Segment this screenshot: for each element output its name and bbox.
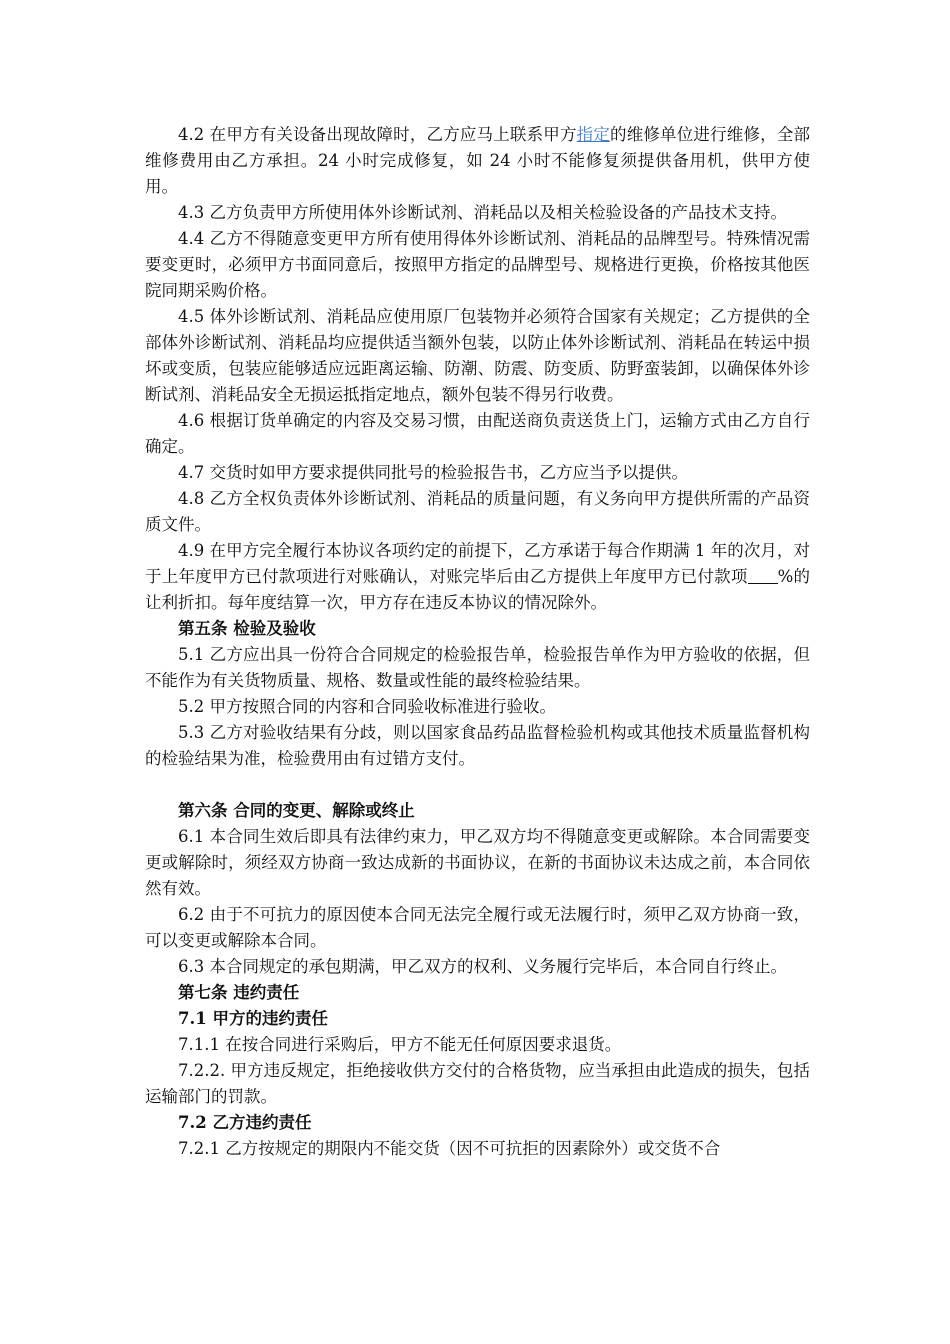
designated-link[interactable]: 指定 bbox=[576, 125, 611, 144]
section-spacer bbox=[145, 772, 810, 798]
clause-5-1: 5.1 乙方应出具一份符合合同规定的检验报告单，检验报告单作为甲方验收的依据，但不能作为有关货物质量、规格、数量或性能的最终检验结果。 bbox=[145, 645, 810, 690]
clause-4-9-text-b: %的让利折扣。每年度结算一次，甲方存在违反本协议的情况除外。 bbox=[145, 567, 810, 612]
clause-7-2-1: 7.2.1 乙方按规定的期限内不能交货（因不可抗拒的因素除外）或交货不合 bbox=[178, 1139, 721, 1158]
clause-4-2 bbox=[145, 122, 810, 200]
clause-4-2-text-a: 4.2 在甲方有关设备出现故障时，乙方应马上联系甲方 bbox=[178, 125, 577, 144]
clause-7-1-heading: 7.1 甲方的违约责任 bbox=[178, 1009, 328, 1028]
document-body bbox=[145, 122, 810, 1162]
clause-6-2: 6.2 由于不可抗力的原因使本合同无法完全履行或无法履行时，须甲乙双方协商一致，可以变更或解除本合同。 bbox=[145, 905, 810, 950]
clause-4-3: 4.3 乙方负责甲方所使用体外诊断试剂、消耗品以及相关检验设备的产品技术支持。 bbox=[178, 203, 787, 222]
article-6-heading: 第六条 合同的变更、解除或终止 bbox=[178, 801, 415, 820]
clause-4-6: 4.6 根据订货单确定的内容及交易习惯，由配送商负责送货上门，运输方式由乙方自行确定。 bbox=[145, 411, 810, 456]
clause-4-2-text-b: 的维修单位进行维修，全部维修费用由乙方承担。24 小时完成修复，如 24 小时不能修复须提供备用机，供甲方使用。 bbox=[145, 125, 811, 196]
clause-4-4: 4.4 乙方不得随意变更甲方所有使用得体外诊断试剂、消耗品的品牌型号。特殊情况需要变更时，必须甲方书面同意后，按照甲方指定的品牌型号、规格进行更换，价格按其他医院同期采购价格。 bbox=[145, 229, 810, 300]
clause-5-3: 5.3 乙方对验收结果有分歧，则以国家食品药品监督检验机构或其他技术质量监督机构的检验结果为准，检验费用由有过错方支付。 bbox=[145, 723, 810, 768]
clause-6-1: 6.1 本合同生效后即具有法律约束力，甲乙双方均不得随意变更或解除。本合同需要变更或解除时，须经双方协商一致达成新的书面协议，在新的书面协议未达成之前，本合同依然有效。 bbox=[145, 827, 810, 898]
clause-4-9-text-a: 4.9 在甲方完全履行本协议各项约定的前提下，乙方承诺于每合作期满 1 年的次月，对于上年度甲方已付款项进行对账确认，对账完毕后由乙方提供上年度甲方已付款项 bbox=[145, 541, 810, 586]
clause-6-3: 6.3 本合同规定的承包期满，甲乙双方的权利、义务履行完毕后，本合同自行终止。 bbox=[178, 957, 787, 976]
clause-7-1-1: 7.1.1 在按合同进行采购后，甲方不能无任何原因要求退货。 bbox=[178, 1035, 622, 1054]
clause-4-9 bbox=[145, 538, 810, 616]
discount-blank bbox=[748, 567, 778, 584]
clause-4-5: 4.5 体外诊断试剂、消耗品应使用原厂包装物并必须符合国家有关规定；乙方提供的全部体外诊断试剂、消耗品均应提供适当额外包装，以防止体外诊断试剂、消耗品在转运中损坏或变质，包装应能够适应远距离运输、防潮、防震、防变质、防野蛮装卸，以确保体外诊断试剂、消耗品安全无损运抵指定地点，额外包装不得另行收费。 bbox=[145, 307, 810, 404]
clause-7-2-heading: 7.2 乙方违约责任 bbox=[178, 1113, 312, 1132]
article-7-heading: 第七条 违约责任 bbox=[178, 983, 300, 1002]
clause-4-8: 4.8 乙方全权负责体外诊断试剂、消耗品的质量问题，有义务向甲方提供所需的产品资质文件。 bbox=[145, 489, 810, 534]
clause-7-2-2: 7.2.2. 甲方违反规定，拒绝接收供方交付的合格货物，应当承担由此造成的损失，包括运输部门的罚款。 bbox=[145, 1061, 810, 1106]
clause-5-2: 5.2 甲方按照合同的内容和合同验收标准进行验收。 bbox=[178, 697, 556, 716]
article-5-heading: 第五条 检验及验收 bbox=[178, 619, 316, 638]
clause-4-7: 4.7 交货时如甲方要求提供同批号的检验报告书，乙方应当予以提供。 bbox=[178, 463, 688, 482]
